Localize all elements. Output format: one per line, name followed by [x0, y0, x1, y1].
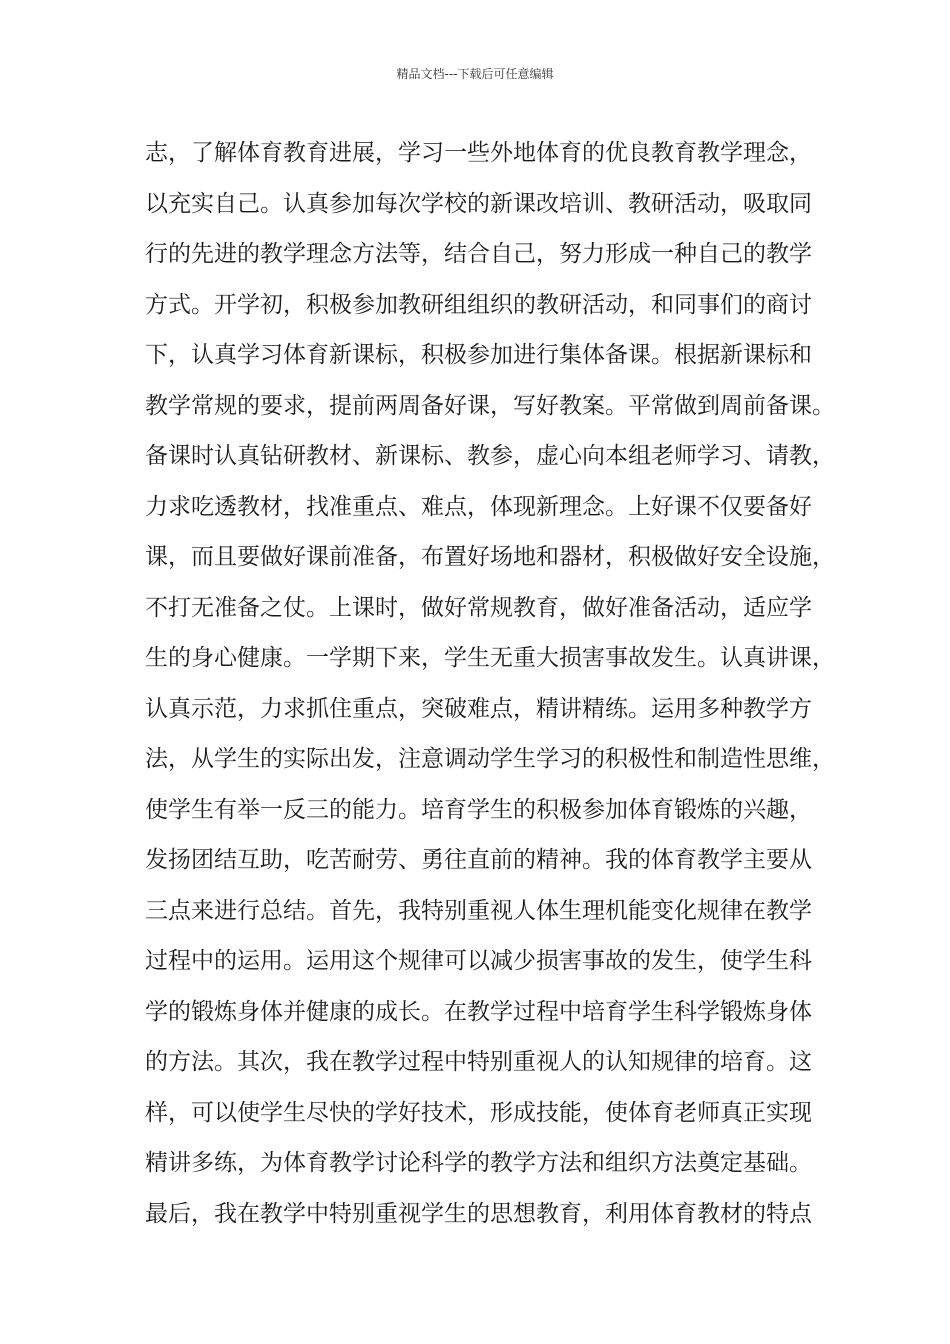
text-line: 不打无准备之仗。上课时，做好常规教育，做好准备活动，适应学 — [145, 594, 812, 621]
text-line: 教学常规的要求，提前两周备好课，写好教案。平常做到周前备课。 — [145, 392, 835, 419]
document-body — [145, 128, 835, 1239]
text-line: 方式。开学初，积极参加教研组组织的教研活动，和同事们的商讨 — [145, 291, 812, 318]
text-line: 下，认真学习体育新课标，积极参加进行集体备课。根据新课标和 — [145, 342, 812, 368]
text-line: 学的锻炼身体并健康的成长。在教学过程中培育学生科学锻炼身体 — [145, 998, 812, 1025]
text-line: 过程中的运用。运用这个规律可以减少损害事故的发生，使学生科 — [145, 948, 812, 974]
text-line: 三点来进行总结。首先，我特别重视人体生理机能变化规律在教学 — [145, 897, 812, 924]
text-line: 的方法。其次，我在教学过程中特别重视人的认知规律的培育。这 — [145, 1049, 812, 1075]
text-line: 精讲多练，为体育教学讨论科学的教学方法和组织方法奠定基础。 — [145, 1150, 812, 1176]
text-line: 课，而且要做好课前准备，布置好场地和器材，积极做好安全设施， — [145, 544, 835, 570]
text-line: 以充实自己。认真参加每次学校的新课改培训、教研活动，吸取同 — [145, 190, 812, 217]
text-line: 使学生有举一反三的能力。培育学生的积极参加体育锻炼的兴趣， — [145, 796, 812, 823]
text-line: 力求吃透教材，找准重点、难点，体现新理念。上好课不仅要备好 — [145, 493, 812, 520]
text-line: 样，可以使学生尽快的学好技术，形成技能，使体育老师真正实现 — [145, 1099, 812, 1126]
text-line: 发扬团结互助，吃苦耐劳、勇往直前的精神。我的体育教学主要从 — [145, 847, 812, 873]
text-line: 备课时认真钻研教材、新课标、教参，虚心向本组老师学习、请教， — [145, 443, 835, 469]
text-line: 认真示范，力求抓住重点，突破难点，精讲精练。运用多种教学方 — [145, 695, 812, 722]
text-line: 志，了解体育教育进展，学习一些外地体育的优良教育教学理念， — [145, 140, 812, 166]
text-line: 生的身心健康。一学期下来，学生无重大损害事故发生。认真讲课， — [145, 645, 835, 671]
text-line: 行的先进的教学理念方法等，结合自己，努力形成一种自己的教学 — [145, 241, 812, 267]
text-line: 最后，我在教学中特别重视学生的思想教育，利用体育教材的特点 — [145, 1200, 812, 1227]
page-header: 精品文档---下载后可任意编辑 — [396, 67, 554, 81]
text-line: 法，从学生的实际出发，注意调动学生学习的积极性和制造性思维， — [145, 746, 835, 772]
